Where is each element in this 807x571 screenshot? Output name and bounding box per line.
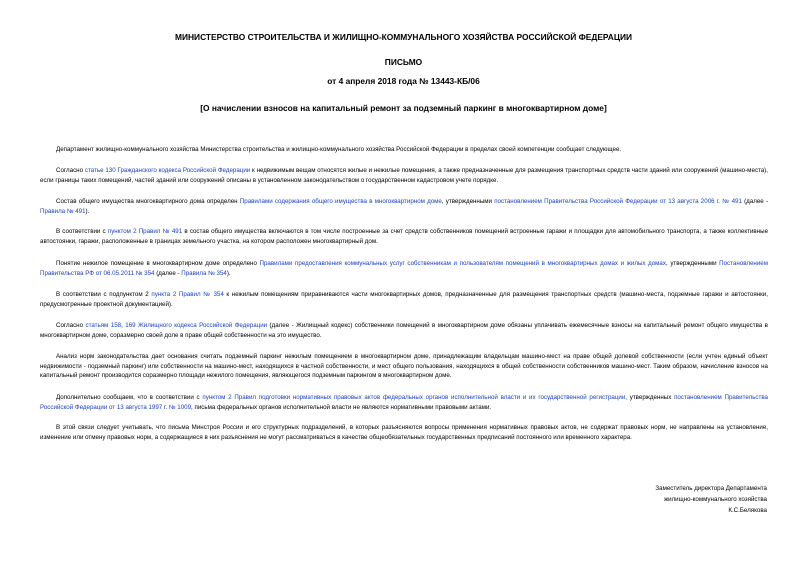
paragraph-text: Дополнительно сообщаем, что в соответствии с: [56, 394, 203, 401]
legal-reference-link[interactable]: пунктом 2 Правил подготовки нормативных правовых актов федеральных органов исполнительной власти и их государственной регистрации: [202, 394, 626, 401]
paragraph-text: Состав общего имущества многоквартирного дома определен: [56, 198, 240, 205]
paragraph-text: ).: [85, 207, 90, 215]
paragraph-text: (далее -: [741, 198, 768, 205]
paragraph-text: Согласно: [56, 322, 86, 329]
legal-reference-link[interactable]: постановлением Правительства Российской Федерации от 13 августа 1997 г. № 1009: [40, 394, 768, 411]
paragraph-additional: [40, 393, 768, 412]
paragraph-text: к недвижимым вещам относятся жилые и нежилые помещения, а также предназначенные для размещения транспортных средств части зданий или сооружений (машино-места), если границы таких помещений, частей зданий или сооружений описаны в установленном законодательством о государственном кадастровом учете порядке.: [40, 167, 768, 184]
ministry-title: МИНИСТЕРСТВО СТРОИТЕЛЬСТВА И ЖИЛИЩНО-КОММУНАЛЬНОГО ХОЗЯЙСТВА РОССИЙСКОЙ ФЕДЕРАЦИИ: [175, 32, 632, 42]
signature-position: Заместитель директора Департамента: [655, 485, 767, 492]
signature-department: жилищно-коммунального хозяйства: [663, 496, 767, 503]
paragraph-text: В соответствии с подпунктом 2: [56, 291, 152, 298]
legal-reference-link[interactable]: 169 Жилищного кодекса Российской Федерации: [125, 322, 268, 329]
paragraph-text: , утвержденными: [441, 198, 495, 205]
paragraph-clarification: [40, 423, 768, 442]
legal-reference-link[interactable]: постановлением Правительства Российской Федерации от 13 августа 2006 г. № 491: [494, 198, 742, 205]
legal-reference-link[interactable]: пункта 2 Правил № 354: [151, 291, 224, 298]
paragraph-text: ,: [121, 322, 126, 329]
legal-reference-link[interactable]: Правила № 354: [181, 269, 227, 277]
paragraph-housing-code: [40, 321, 768, 340]
paragraph-text: Департамент жилищно-коммунального хозяйства Министерства строительства и жилищно-коммунального хозяйства Российской Федерации в пределах своей компетенции сообщает следующее.: [56, 146, 622, 153]
paragraph-text: в состав общего имущества включаются в том числе построенные за счет средств собственников помещений встроенные гаражи и площадки для автомобильного транспорта, а также коллективные автостоянки, гаражи, расположенные в границах земельного участка, на котором расположен многоквартирный дом.: [40, 228, 769, 245]
legal-reference-link[interactable]: Правилами предоставления коммунальных услуг собственникам и пользователям помещений в многоквартирных домах и жилых домах: [259, 260, 666, 267]
paragraph-civil-code: [40, 166, 768, 185]
paragraph-text: , письма федеральных органов исполнительной власти не являются нормативными правовыми актами.: [191, 403, 492, 411]
paragraph-text: ).: [226, 269, 231, 277]
document-type: ПИСЬМО: [384, 57, 423, 67]
paragraph-text: Согласно: [56, 167, 85, 174]
signature-name: К.С.Белякова: [728, 507, 767, 514]
paragraph-nonresidential: [40, 259, 768, 278]
paragraph-point-2-354: [40, 290, 768, 309]
paragraph-rules-491: [40, 197, 768, 216]
legal-reference-link[interactable]: Постановлением Правительства РФ от 06.05.2011 № 354: [40, 260, 768, 277]
document-subject: [О начислении взносов на капитальный ремонт за подземный паркинг в многоквартирном доме]: [200, 103, 607, 113]
paragraph-text: Понятие нежилое помещение в многоквартирном доме определено: [56, 260, 260, 267]
paragraph-text: , утвержденных: [625, 394, 675, 401]
paragraph-text: (далее -: [154, 269, 182, 277]
document-date-number: от 4 апреля 2018 года № 13443-КБ/06: [327, 76, 480, 86]
paragraph-text: (далее - Жилищный кодекс) собственники помещений в многоквартирном доме обязаны уплачивать ежемесячные взносы на капитальный ремонт общего имущества в многоквартирном доме, соразмерно своей доле в праве общей собственности на это имущество.: [40, 322, 768, 339]
paragraph-analysis: [40, 352, 768, 381]
legal-reference-link[interactable]: статье 130 Гражданского кодекса Российской Федерации: [84, 167, 251, 174]
paragraph-point-2-491: [40, 227, 768, 246]
legal-reference-link[interactable]: Правила № 491: [40, 207, 86, 215]
paragraph-text: , утвержденными: [665, 260, 720, 267]
legal-reference-link[interactable]: статьям 158: [85, 322, 122, 329]
paragraph-text: В соответствии с: [56, 228, 108, 235]
legal-reference-link[interactable]: пунктом 2 Правил № 491: [107, 228, 183, 235]
paragraph-text: Анализ норм законодательства дает основания считать подземный паркинг нежилым помещением в многоквартирном доме, принадлежащим владельцам машино-мест на праве общей долевой собственности (если учтен единый объект недвижимости - подземный паркинг) или собственности на машино-мест, находящихся в частной собственности, и мест общего пользования, находящихся в общей собственности собственников машино-мест. Таким образом, начисление взносов на капитальный ремонт производится соразмерно площади нежилого помещения, являющегося подземным паркингом в многоквартирном доме.: [40, 353, 768, 379]
paragraph-text: к нежилым помещениям приравниваются части многоквартирных домов, предназначенные для размещения транспортных средств (машино-места, подземные гаражи и автостоянки, предусмотренные проектной документацией).: [40, 291, 768, 308]
signature-block: [547, 483, 767, 516]
paragraph-text: В этой связи следует учитывать, что письма Минстроя России и его структурных подразделений, в которых разъясняются вопросы применения нормативных правовых актов, не содержат правовых норм, не направлены на установление, изменение или отмену правовых норм, а содержащиеся в них разъяснения не могут рассматриваться в качестве общеобязательных государственных предписаний постоянного или временного характера.: [40, 424, 768, 441]
paragraph-intro: [40, 145, 768, 155]
legal-reference-link[interactable]: Правилами содержания общего имущества в многоквартирном доме: [239, 198, 442, 205]
